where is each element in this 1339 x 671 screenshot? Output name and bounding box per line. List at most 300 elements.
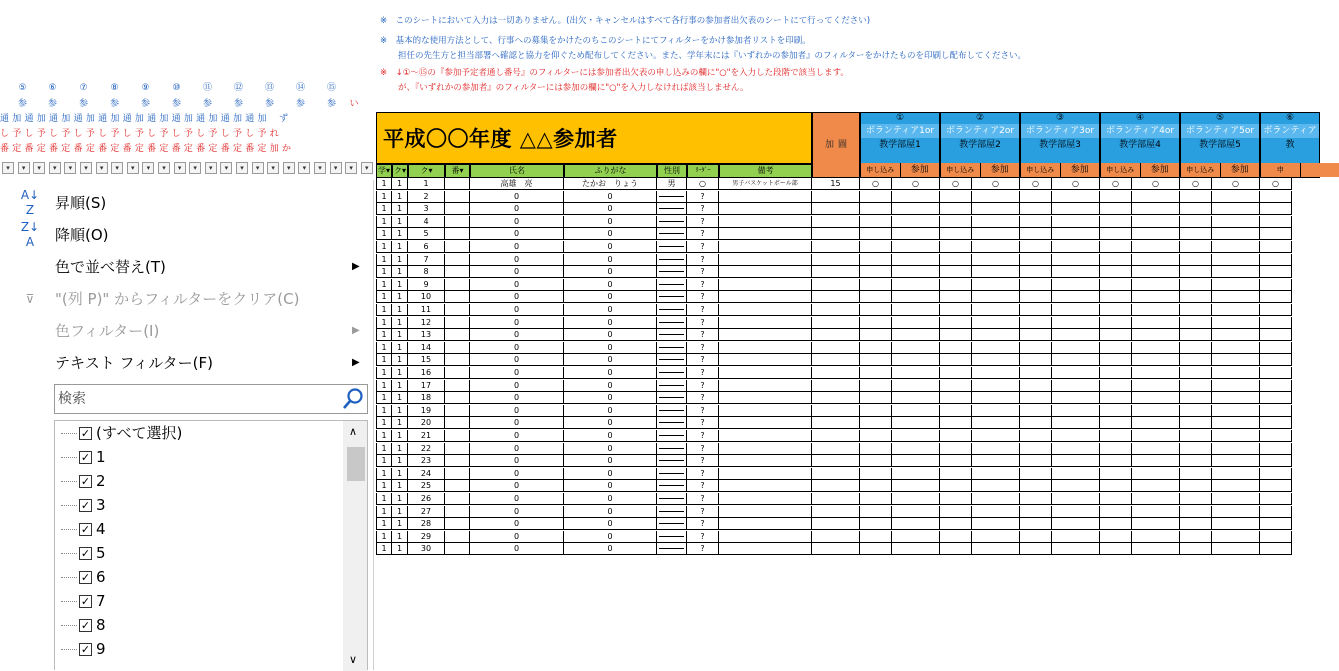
cell-event-mark[interactable] (940, 191, 972, 203)
cell-event-mark[interactable] (1100, 493, 1132, 505)
menu-clear-filter[interactable] (0, 284, 370, 314)
cell-sex[interactable] (657, 216, 687, 228)
col-header-class-drop[interactable]: ク▾ (408, 164, 445, 178)
cell-event-mark[interactable] (972, 203, 1020, 215)
cell-leader[interactable]: ? (687, 191, 719, 203)
cell-number[interactable]: 10 (408, 291, 445, 303)
cell-event-mark[interactable] (1020, 354, 1052, 366)
cell-event-mark[interactable] (972, 304, 1020, 316)
cell-furigana[interactable]: 0 (564, 266, 657, 278)
cell-event-mark[interactable] (860, 531, 892, 543)
cell-event-mark[interactable] (892, 518, 940, 530)
cell-event-mark[interactable] (1260, 354, 1292, 366)
cell-sex[interactable] (657, 493, 687, 505)
cell-furigana[interactable]: 0 (564, 329, 657, 341)
cell-event-mark[interactable] (1020, 216, 1052, 228)
cell-leader[interactable]: ? (687, 216, 719, 228)
cell-class[interactable]: 1 (392, 191, 408, 203)
cell-event-mark[interactable] (860, 518, 892, 530)
filter-list-item[interactable] (61, 589, 106, 613)
cell-sex[interactable] (657, 354, 687, 366)
menu-sort-by-color[interactable] (0, 252, 370, 282)
cell-number[interactable]: 8 (408, 266, 445, 278)
cell-sex[interactable] (657, 266, 687, 278)
filter-list-item[interactable] (61, 493, 106, 517)
cell-grade[interactable]: 1 (376, 203, 392, 215)
filter-dropdown-button[interactable]: ▾ (220, 162, 232, 174)
cell-event-mark[interactable] (940, 216, 972, 228)
filter-dropdown-button[interactable]: ▾ (252, 162, 264, 174)
cell-event-mark[interactable] (860, 443, 892, 455)
cell-event-mark[interactable] (940, 367, 972, 379)
cell-event-mark[interactable] (1180, 430, 1212, 442)
cell-name[interactable]: 0 (470, 405, 564, 417)
cell-event-mark[interactable] (972, 279, 1020, 291)
cell-event-mark[interactable] (1212, 304, 1260, 316)
cell-count[interactable] (812, 354, 860, 366)
cell-event-mark[interactable] (1212, 405, 1260, 417)
cell-event-mark[interactable] (1020, 191, 1052, 203)
cell-event-mark[interactable] (1100, 518, 1132, 530)
cell-event-mark[interactable] (1212, 241, 1260, 253)
cell-event-mark[interactable] (940, 543, 972, 555)
cell-event-mark[interactable] (1100, 531, 1132, 543)
cell-event-mark[interactable] (1132, 279, 1180, 291)
cell-event-mark[interactable] (1260, 367, 1292, 379)
cell-sex[interactable] (657, 430, 687, 442)
cell-event-mark[interactable] (1260, 430, 1292, 442)
cell-leader[interactable]: ? (687, 380, 719, 392)
cell-blank[interactable] (445, 430, 470, 442)
cell-event-mark[interactable] (1132, 455, 1180, 467)
cell-event-mark[interactable] (940, 279, 972, 291)
cell-count[interactable] (812, 317, 860, 329)
filter-dropdown-button[interactable]: ▾ (189, 162, 201, 174)
cell-event-mark[interactable] (1020, 266, 1052, 278)
cell-note[interactable] (719, 531, 812, 543)
cell-number[interactable]: 2 (408, 191, 445, 203)
cell-event-mark[interactable] (860, 392, 892, 404)
cell-event-mark[interactable] (1260, 392, 1292, 404)
cell-name[interactable]: 高雄 亮 (470, 178, 564, 190)
cell-event-mark[interactable] (1052, 304, 1100, 316)
cell-furigana[interactable]: 0 (564, 380, 657, 392)
filter-list-item[interactable] (61, 421, 182, 445)
cell-leader[interactable]: ? (687, 430, 719, 442)
cell-sex[interactable] (657, 380, 687, 392)
cell-grade[interactable]: 1 (376, 216, 392, 228)
cell-leader[interactable]: ? (687, 329, 719, 341)
cell-furigana[interactable]: 0 (564, 216, 657, 228)
cell-event-mark[interactable] (860, 304, 892, 316)
cell-event-mark[interactable] (1212, 203, 1260, 215)
cell-event-mark[interactable] (972, 468, 1020, 480)
cell-sex[interactable]: 男 (657, 178, 687, 190)
cell-event-mark[interactable] (972, 443, 1020, 455)
cell-event-mark[interactable] (1052, 392, 1100, 404)
cell-event-mark[interactable] (1260, 405, 1292, 417)
cell-count[interactable] (812, 241, 860, 253)
menu-sort-ascending[interactable] (0, 188, 370, 218)
cell-event-mark[interactable] (1052, 531, 1100, 543)
cell-event-mark[interactable] (860, 342, 892, 354)
cell-name[interactable]: 0 (470, 443, 564, 455)
cell-event-mark[interactable] (1212, 392, 1260, 404)
cell-event-mark[interactable] (1100, 405, 1132, 417)
filter-dropdown-button[interactable]: ▾ (345, 162, 357, 174)
cell-blank[interactable] (445, 405, 470, 417)
cell-note[interactable] (719, 279, 812, 291)
cell-sex[interactable] (657, 279, 687, 291)
cell-event-mark[interactable] (1180, 254, 1212, 266)
cell-event-mark[interactable] (1052, 254, 1100, 266)
cell-event-mark[interactable] (1132, 304, 1180, 316)
cell-blank[interactable] (445, 543, 470, 555)
cell-blank[interactable] (445, 380, 470, 392)
cell-event-mark[interactable] (860, 417, 892, 429)
cell-number[interactable]: 12 (408, 317, 445, 329)
filter-dropdown-button[interactable]: ▾ (64, 162, 76, 174)
cell-grade[interactable]: 1 (376, 317, 392, 329)
cell-note[interactable] (719, 203, 812, 215)
filter-list-item[interactable] (61, 613, 106, 637)
cell-blank[interactable] (445, 455, 470, 467)
cell-event-mark[interactable] (860, 493, 892, 505)
cell-class[interactable]: 1 (392, 543, 408, 555)
cell-event-mark[interactable] (972, 392, 1020, 404)
cell-event-mark[interactable] (1180, 291, 1212, 303)
cell-blank[interactable] (445, 317, 470, 329)
cell-name[interactable]: 0 (470, 367, 564, 379)
cell-grade[interactable]: 1 (376, 380, 392, 392)
cell-blank[interactable] (445, 506, 470, 518)
cell-count[interactable] (812, 380, 860, 392)
cell-event-mark[interactable] (1132, 266, 1180, 278)
cell-event-mark[interactable] (1020, 291, 1052, 303)
cell-note[interactable] (719, 405, 812, 417)
cell-grade[interactable]: 1 (376, 443, 392, 455)
cell-sex[interactable] (657, 342, 687, 354)
cell-event-mark[interactable] (860, 354, 892, 366)
cell-event-mark[interactable] (860, 367, 892, 379)
cell-event-mark[interactable] (940, 291, 972, 303)
cell-grade[interactable]: 1 (376, 392, 392, 404)
cell-event-mark[interactable] (1020, 342, 1052, 354)
cell-event-mark[interactable] (1020, 480, 1052, 492)
cell-number[interactable]: 24 (408, 468, 445, 480)
cell-event-mark[interactable] (1260, 304, 1292, 316)
cell-event-mark[interactable] (860, 455, 892, 467)
cell-event-mark[interactable]: ○ (972, 178, 1020, 190)
cell-event-mark[interactable] (860, 329, 892, 341)
cell-furigana[interactable]: 0 (564, 291, 657, 303)
cell-event-mark[interactable] (1212, 443, 1260, 455)
cell-name[interactable]: 0 (470, 354, 564, 366)
cell-event-mark[interactable] (1132, 405, 1180, 417)
cell-event-mark[interactable] (1052, 367, 1100, 379)
col-header-number[interactable]: 番▾ (445, 164, 470, 178)
cell-class[interactable]: 1 (392, 216, 408, 228)
cell-event-mark[interactable] (1020, 203, 1052, 215)
cell-furigana[interactable]: 0 (564, 241, 657, 253)
cell-name[interactable]: 0 (470, 430, 564, 442)
cell-name[interactable]: 0 (470, 480, 564, 492)
cell-sex[interactable] (657, 191, 687, 203)
cell-event-mark[interactable] (860, 266, 892, 278)
cell-blank[interactable] (445, 392, 470, 404)
cell-event-mark[interactable] (1052, 480, 1100, 492)
cell-count[interactable] (812, 216, 860, 228)
cell-event-mark[interactable] (972, 342, 1020, 354)
cell-event-mark[interactable] (1100, 392, 1132, 404)
cell-event-mark[interactable] (940, 468, 972, 480)
cell-event-mark[interactable] (1100, 241, 1132, 253)
filter-dropdown-button[interactable]: ▾ (267, 162, 279, 174)
cell-event-mark[interactable] (940, 304, 972, 316)
cell-event-mark[interactable] (1212, 367, 1260, 379)
cell-event-mark[interactable] (1020, 304, 1052, 316)
cell-number[interactable]: 15 (408, 354, 445, 366)
cell-furigana[interactable]: 0 (564, 455, 657, 467)
cell-event-mark[interactable] (860, 468, 892, 480)
cell-note[interactable] (719, 417, 812, 429)
cell-event-mark[interactable] (1180, 392, 1212, 404)
cell-event-mark[interactable] (940, 455, 972, 467)
cell-sex[interactable] (657, 518, 687, 530)
scrollbar-thumb[interactable] (347, 447, 365, 481)
checkbox-checked-icon[interactable]: ✓ (79, 595, 92, 608)
cell-blank[interactable] (445, 443, 470, 455)
cell-event-mark[interactable] (1100, 203, 1132, 215)
cell-event-mark[interactable] (1020, 254, 1052, 266)
scroll-up-icon[interactable]: ∧ (349, 425, 357, 438)
cell-event-mark[interactable] (1100, 228, 1132, 240)
cell-event-mark[interactable] (1100, 543, 1132, 555)
cell-event-mark[interactable]: ○ (940, 178, 972, 190)
cell-sex[interactable] (657, 228, 687, 240)
cell-leader[interactable]: ? (687, 342, 719, 354)
cell-event-mark[interactable] (1020, 417, 1052, 429)
cell-number[interactable]: 18 (408, 392, 445, 404)
cell-note[interactable] (719, 480, 812, 492)
cell-sex[interactable] (657, 367, 687, 379)
cell-event-mark[interactable] (972, 254, 1020, 266)
cell-event-mark[interactable] (1052, 279, 1100, 291)
cell-sex[interactable] (657, 531, 687, 543)
cell-event-mark[interactable] (1260, 216, 1292, 228)
cell-class[interactable]: 1 (392, 241, 408, 253)
cell-event-mark[interactable] (972, 480, 1020, 492)
cell-event-mark[interactable] (892, 279, 940, 291)
checkbox-checked-icon[interactable]: ✓ (79, 619, 92, 632)
cell-furigana[interactable]: 0 (564, 506, 657, 518)
cell-note[interactable] (719, 543, 812, 555)
cell-event-mark[interactable] (1260, 543, 1292, 555)
cell-event-mark[interactable] (1132, 443, 1180, 455)
cell-class[interactable]: 1 (392, 480, 408, 492)
cell-event-mark[interactable] (1132, 291, 1180, 303)
cell-sex[interactable] (657, 405, 687, 417)
cell-event-mark[interactable] (1212, 468, 1260, 480)
cell-event-mark[interactable] (1052, 291, 1100, 303)
cell-sex[interactable] (657, 468, 687, 480)
cell-sex[interactable] (657, 543, 687, 555)
cell-event-mark[interactable] (1100, 455, 1132, 467)
cell-event-mark[interactable] (1052, 354, 1100, 366)
cell-furigana[interactable]: 0 (564, 531, 657, 543)
cell-blank[interactable] (445, 468, 470, 480)
cell-number[interactable]: 23 (408, 455, 445, 467)
cell-event-mark[interactable] (860, 317, 892, 329)
cell-number[interactable]: 29 (408, 531, 445, 543)
cell-event-mark[interactable] (1020, 443, 1052, 455)
cell-leader[interactable]: ? (687, 241, 719, 253)
cell-event-mark[interactable] (1260, 342, 1292, 354)
filter-dropdown-button[interactable]: ▾ (33, 162, 45, 174)
cell-event-mark[interactable] (1180, 342, 1212, 354)
cell-event-mark[interactable] (1180, 506, 1212, 518)
cell-event-mark[interactable] (1132, 380, 1180, 392)
cell-event-mark[interactable] (1212, 317, 1260, 329)
cell-event-mark[interactable] (940, 203, 972, 215)
cell-event-mark[interactable] (1260, 241, 1292, 253)
cell-event-mark[interactable] (1132, 480, 1180, 492)
cell-event-mark[interactable] (1020, 228, 1052, 240)
cell-event-mark[interactable] (1100, 304, 1132, 316)
cell-grade[interactable]: 1 (376, 468, 392, 480)
cell-event-mark[interactable] (1100, 216, 1132, 228)
cell-event-mark[interactable] (1020, 367, 1052, 379)
cell-event-mark[interactable] (1180, 493, 1212, 505)
cell-event-mark[interactable] (940, 480, 972, 492)
cell-number[interactable]: 16 (408, 367, 445, 379)
cell-count[interactable] (812, 291, 860, 303)
cell-event-mark[interactable] (1180, 443, 1212, 455)
cell-event-mark[interactable] (1180, 468, 1212, 480)
filter-dropdown-button[interactable]: ▾ (236, 162, 248, 174)
filter-dropdown-button[interactable]: ▾ (2, 162, 14, 174)
cell-leader[interactable]: ? (687, 531, 719, 543)
cell-event-mark[interactable]: ○ (1052, 178, 1100, 190)
cell-name[interactable]: 0 (470, 317, 564, 329)
cell-number[interactable]: 13 (408, 329, 445, 341)
cell-event-mark[interactable] (972, 354, 1020, 366)
cell-event-mark[interactable]: ○ (1100, 178, 1132, 190)
cell-number[interactable]: 28 (408, 518, 445, 530)
cell-event-mark[interactable] (1212, 417, 1260, 429)
cell-event-mark[interactable] (1052, 191, 1100, 203)
cell-blank[interactable] (445, 228, 470, 240)
cell-event-mark[interactable] (1180, 266, 1212, 278)
cell-class[interactable]: 1 (392, 266, 408, 278)
cell-blank[interactable] (445, 291, 470, 303)
cell-count[interactable] (812, 329, 860, 341)
cell-event-mark[interactable] (860, 228, 892, 240)
cell-event-mark[interactable] (1212, 354, 1260, 366)
cell-event-mark[interactable] (940, 531, 972, 543)
cell-event-mark[interactable] (1052, 455, 1100, 467)
cell-grade[interactable]: 1 (376, 531, 392, 543)
cell-event-mark[interactable] (892, 417, 940, 429)
cell-event-mark[interactable] (892, 380, 940, 392)
cell-event-mark[interactable] (972, 367, 1020, 379)
cell-note[interactable] (719, 254, 812, 266)
cell-leader[interactable]: ? (687, 443, 719, 455)
cell-event-mark[interactable] (940, 493, 972, 505)
cell-event-mark[interactable] (1052, 241, 1100, 253)
cell-event-mark[interactable] (1212, 543, 1260, 555)
cell-blank[interactable] (445, 304, 470, 316)
cell-name[interactable]: 0 (470, 228, 564, 240)
cell-event-mark[interactable] (1180, 228, 1212, 240)
cell-note[interactable] (719, 443, 812, 455)
cell-class[interactable]: 1 (392, 354, 408, 366)
cell-event-mark[interactable] (1052, 228, 1100, 240)
cell-event-mark[interactable] (1180, 367, 1212, 379)
cell-blank[interactable] (445, 191, 470, 203)
filter-dropdown-button[interactable]: ▾ (314, 162, 326, 174)
cell-sex[interactable] (657, 480, 687, 492)
cell-furigana[interactable]: 0 (564, 480, 657, 492)
cell-name[interactable]: 0 (470, 304, 564, 316)
cell-event-mark[interactable] (940, 317, 972, 329)
filter-dropdown-button[interactable]: ▾ (174, 162, 186, 174)
cell-event-mark[interactable] (1260, 468, 1292, 480)
cell-event-mark[interactable] (1100, 430, 1132, 442)
cell-event-mark[interactable] (972, 417, 1020, 429)
cell-event-mark[interactable] (1052, 518, 1100, 530)
cell-event-mark[interactable] (940, 241, 972, 253)
cell-event-mark[interactable] (1260, 329, 1292, 341)
cell-name[interactable]: 0 (470, 380, 564, 392)
cell-grade[interactable]: 1 (376, 191, 392, 203)
filter-search-input[interactable] (54, 384, 368, 414)
menu-text-filter[interactable] (0, 348, 370, 378)
cell-class[interactable]: 1 (392, 468, 408, 480)
cell-grade[interactable]: 1 (376, 518, 392, 530)
cell-event-mark[interactable] (1212, 216, 1260, 228)
cell-number[interactable]: 17 (408, 380, 445, 392)
cell-name[interactable]: 0 (470, 342, 564, 354)
cell-event-mark[interactable] (892, 405, 940, 417)
cell-event-mark[interactable] (1052, 543, 1100, 555)
cell-event-mark[interactable] (1212, 291, 1260, 303)
cell-name[interactable]: 0 (470, 518, 564, 530)
cell-event-mark[interactable]: ○ (1212, 178, 1260, 190)
cell-note[interactable] (719, 380, 812, 392)
cell-note[interactable] (719, 216, 812, 228)
cell-event-mark[interactable]: ○ (860, 178, 892, 190)
cell-event-mark[interactable] (1180, 417, 1212, 429)
cell-event-mark[interactable] (892, 304, 940, 316)
filter-dropdown-button[interactable]: ▾ (96, 162, 108, 174)
cell-event-mark[interactable] (1020, 279, 1052, 291)
filter-list-item[interactable] (61, 469, 106, 493)
cell-count[interactable] (812, 543, 860, 555)
cell-leader[interactable]: ? (687, 518, 719, 530)
cell-event-mark[interactable] (940, 380, 972, 392)
cell-event-mark[interactable] (892, 266, 940, 278)
cell-event-mark[interactable] (972, 228, 1020, 240)
cell-event-mark[interactable] (892, 191, 940, 203)
cell-event-mark[interactable] (1180, 405, 1212, 417)
cell-name[interactable]: 0 (470, 279, 564, 291)
cell-event-mark[interactable] (860, 405, 892, 417)
cell-leader[interactable]: ? (687, 468, 719, 480)
cell-event-mark[interactable] (1052, 203, 1100, 215)
cell-event-mark[interactable] (1132, 518, 1180, 530)
cell-class[interactable]: 1 (392, 531, 408, 543)
